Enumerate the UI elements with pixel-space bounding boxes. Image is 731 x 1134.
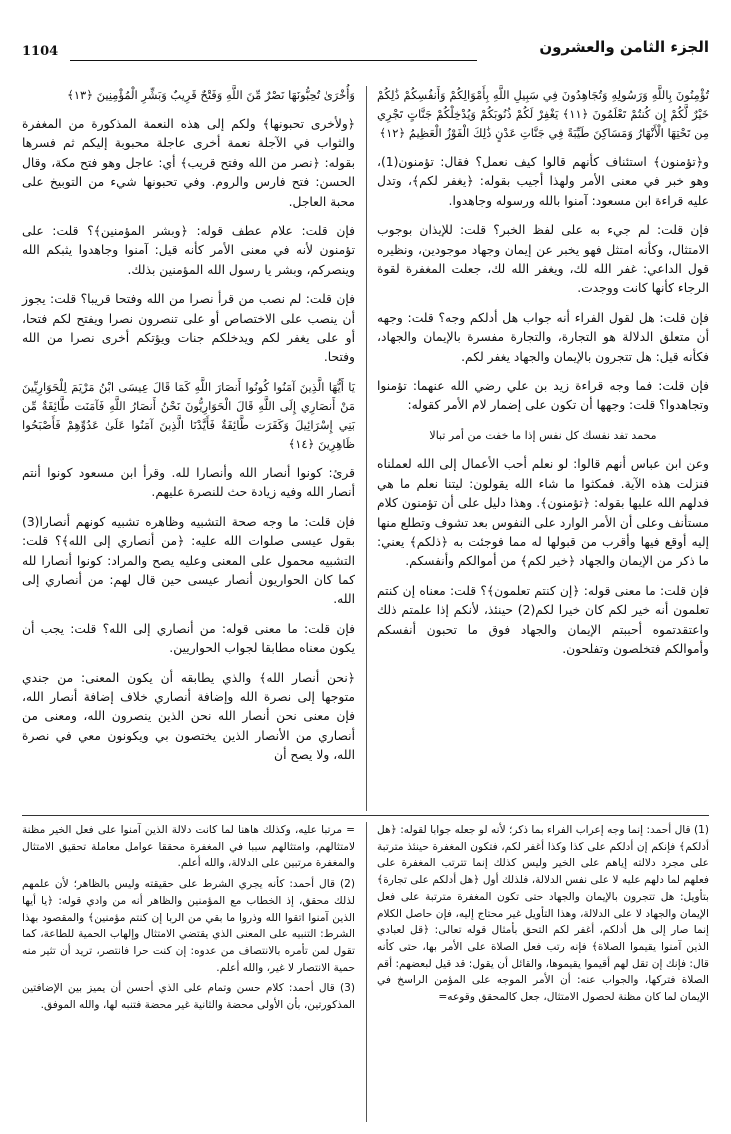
paragraph: فإن قلت: ما معنى قوله: ﴿إن كنتم تعلمون﴾؟ قلت: معناه إن كنتم تعلمون أنه خير لكم كان خيرا لكم(2) حينئذ، لأنكم إذا علمتم ذلك واعتقدتموه أحببتم الإيمان والجهاد فوق ما تحبون أنفسكم وأموالكم فتخلصون وتفلحون.: [377, 583, 709, 656]
footnote: (3) قال أحمد: كلام حسن وتمام على الذي أحسن أن يميز بين الإضافتين المذكورتين، بأن الأولى محضة والثانية غير محضة فتنبه لها، والله الموفق.: [22, 982, 355, 1012]
paragraph: فإن قلت: فما وجه قراءة زيد بن علي رضي الله عنهما: تؤمنوا وتجاهدوا؟ قلت: وجهها أن تكون على إضمار لام الأمر كقوله:: [377, 379, 709, 413]
footnote: (2) قال أحمد: كأنه يجري الشرط على حقيقته وليس بالظاهر؛ لأن علمهم لذلك محقق، إذ الخطاب مع المؤمنين والظاهر أنه من وادي قوله: ﴿يا أيها الذين آمنوا اتقوا الله وذروا ما بقي من الربا إن كنتم مؤمنين﴾ والمقصود بهذا الشرط: التنبيه على المعنى الذي يقتضي الامتثال وإلهاب الحمية للطاعة، كما تقول لمن تأمره بالانتصاف من عدوه: إن كنت حرا فانتصر، تريد أن تثير منه حمية الانتصار لا غير، والله أعلم.: [22, 878, 355, 974]
footnote-column-divider: [366, 822, 367, 1122]
footnotes-left: [22, 822, 355, 1122]
paragraph: قرئ: كونوا أنصار الله وأنصارا لله. وقرأ ابن مسعود كونوا أنتم أنصار الله وفيه زيادة حث للنصرة عليهم.: [22, 465, 355, 500]
poetry-line: محمد تفد نفسك كل نفس إذا ما خفت من أمر تبالا: [429, 428, 657, 442]
footnote-rule: [22, 815, 709, 816]
quran-verse: يَا أَيُّهَا الَّذِينَ آمَنُوا كُونُوا أَنصَارَ اللَّهِ كَمَا قَالَ عِيسَى ابْنُ مَرْيَمَ لِلْحَوَارِيِّينَ مَنْ أَنصَارِي إِلَى اللَّهِ قَالَ الْحَوَارِيُّونَ نَحْنُ أَنصَارُ اللَّهِ فَآمَنَت طَّائِفَةٌ مِّن بَنِي إِسْرَائِيلَ وَكَفَرَت طَّائِفَةٌ فَأَيَّدْنَا الَّذِينَ آمَنُوا عَلَىٰ عَدُوِّهِمْ فَأَصْبَحُوا ظَاهِرِينَ ﴿١٤﴾: [22, 379, 355, 451]
paragraph: ﴿نحن أنصار الله﴾ والذي يطابقه أن يكون المعنى: من جندي متوجها إلى نصرة الله وإضافة أنصاري خلاف إضافة أنصار الله، فإن معنى نحن أنصار الله نحن الذين ينصرون الله، ومعنى من أنصاري من الأنصار الذين يختصون بي ويكونون معي في نصرة الله، ولا يصح أن: [22, 670, 355, 763]
quran-verse: وَأُخْرَىٰ تُحِبُّونَهَا نَصْرٌ مِّنَ اللَّهِ وَفَتْحٌ قَرِيبٌ وَبَشِّرِ الْمُؤْمِنِينَ ﴿١٣﴾: [67, 88, 355, 102]
column-divider: [366, 86, 367, 811]
paragraph: فإن قلت: لم نصب من قرأ نصرا من الله وفتحا قريبا؟ قلت: يجوز أن ينصب على الاختصاص أو على تنصرون نصرا ويفتح لكم فتحا، أو على يغفر لكم ويدخلكم جنات ويؤتكم أخرى نصرا من الله وفتحا.: [22, 292, 355, 365]
paragraph: فإن قلت: ما وجه صحة التشبيه وظاهره تشبيه كونهم أنصارا(3) بقول عيسى صلوات الله عليه: ﴿من أنصاري إلى الله﴾؟ قلت: التشبيه محمول على المعنى وعليه يصح والمراد: كونوا أنصارا لله كما كان الحواريون أنصار عيسى حين قال لهم: من أنصاري إلى الله.: [22, 514, 355, 607]
page-header: [22, 30, 709, 70]
quran-verse: تُؤْمِنُونَ بِاللَّهِ وَرَسُولِهِ وَتُجَاهِدُونَ فِي سَبِيلِ اللَّهِ بِأَمْوَالِكُمْ وَأَنفُسِكُمْ ذَٰلِكُمْ خَيْرٌ لَّكُمْ إِن كُنتُمْ تَعْلَمُونَ ﴿١١﴾ يَغْفِرْ لَكُمْ ذُنُوبَكُمْ وَيُدْخِلْكُمْ جَنَّاتٍ تَجْرِي مِن تَحْتِهَا الْأَنْهَارُ وَمَسَاكِنَ طَيِّبَةً فِي جَنَّاتِ عَدْنٍ ذَٰلِكَ الْفَوْزُ الْعَظِيمُ ﴿١٢﴾: [377, 88, 709, 140]
left-column: [22, 86, 355, 811]
right-column: [377, 86, 709, 811]
footnotes-right: [377, 822, 709, 1122]
paragraph: فإن قلت: هل لقول الفراء أنه جواب هل أدلكم وجه؟ قلت: وجهه أن متعلق الدلالة هو التجارة، والتجارة مفسرة بالإيمان والجهاد، فكأنه قيل: هل تتجرون بالإيمان والجهاد يغفر لكم.: [377, 310, 709, 364]
footnote: = مرتبا عليه، وكذلك هاهنا لما كانت دلالة الذين آمنوا على فعل الخير مظنة لامتثالهم، وامتثالهم سببا في المغفرة محققا عوامل معاملة تحقيق الامتثال والمغفرة مرتبين على الدلالة، والله أعلم.: [22, 824, 355, 870]
paragraph: فإن قلت: علام عطف قوله: ﴿وبشر المؤمنين﴾؟ قلت: على تؤمنون لأنه في معنى الأمر كأنه قيل: آمنوا وجاهدوا يثبكم الله وينصركم، وبشر يا رسول الله المؤمنين بذلك.: [22, 224, 355, 277]
paragraph: و﴿تؤمنون﴾ استئناف كأنهم قالوا كيف نعمل؟ فقال: تؤمنون(1)، وهو خبر في معنى الأمر ولهذا أجيب بقوله: ﴿يغفر لكم﴾، وتدل عليه قراءة ابن مسعود: آمنوا بالله ورسوله وجاهدوا.: [377, 155, 709, 208]
running-title: الجزء الثامن والعشرون: [539, 38, 709, 56]
footnote: (1) قال أحمد: إنما وجه إعراب الفراء بما ذكر؛ لأنه لو جعله جوابا لقوله: ﴿هل أدلكم﴾ فإنكم إن أدلكم على كذا وكذا أغفر لكم، فتكون المغفرة حينئذ مترتبة على مجرد دلالته إياهم على الخير وليس كذلك إنما تترتب المغفرة على فعلهم لما دلهم عليه لا على نفس الدلالة، فلذلك أول ﴿هل أدلكم على تجارة﴾ بتأويل: هل تتجرون بالإيمان والجهاد حتى تكون المغفرة مترتبة على فعل الإيمان والجهاد لا على الدلالة، وهذا التأويل غير محتاج إليه، فإن حاصل الكلام إنما صار إلى هل أدلكم، أغفر لكم التحق بأمثال قوله تعالى: ﴿قل لعبادي الذين آمنوا يقيموا الصلاة﴾ فإنه رتب فعل الصلاة على الأمر بها، حتى كأنه قال: فإنك إن تقل لهم أقيموا يقيموها، والقائل أن يقول: قد قيل لبعضهم: أقم الصلاة فتركها، والجواب عنه: أن الأمر الموجه على المؤمن الراسخ في الإيمان لما كان مظنة لحصول الامتثال، جعل كالمحقق وقوعه=: [377, 824, 709, 1004]
header-rule: [70, 60, 477, 61]
paragraph: فإن قلت: ما معنى قوله: من أنصاري إلى الله؟ قلت: يجب أن يكون معناه مطابقا لجواب الحواريين.: [22, 621, 355, 656]
paragraph: وعن ابن عباس أنهم قالوا: لو نعلم أحب الأعمال إلى الله لعملناه فنزلت هذه الآية. فمكثوا ما شاء الله يقولون: ليتنا نعلم ما هي فدلهم الله عليها بقوله: ﴿تؤمنون﴾. وهذا دليل على أن تؤمنون كلام مستأنف وعلى أن الأمر الوارد على النفوس بعد تشوف وتطلع منها إليه أوقع فيها وأقرب من قبولها له مما فوجئت به ﴿ذلكم﴾ يعني: ما ذكر من الإيمان والجهاد ﴿خير لكم﴾ من أموالكم وأنفسكم.: [377, 457, 709, 569]
paragraph: ﴿ولأخرى تحبونها﴾ ولكم إلى هذه النعمة المذكورة من المغفرة والثواب في الآجلة نعمة أخرى عاجلة محبوبة إليكم ثم فسرها بقوله: ﴿نصر من الله وفتح قريب﴾ أي: عاجل وهو فتح مكة، وقال الحسن: فتح فارس والروم. وفي تحبونها شيء من التوبيخ على محبة العاجل.: [22, 117, 355, 209]
page-number: 1104: [22, 44, 59, 59]
paragraph: فإن قلت: لم جيء به على لفظ الخبر؟ قلت: للإيذان بوجوب الامتثال، وكأنه امتثل فهو يخبر عن إيمان وجهاد موجودين، ونظيره قول الداعي: غفر الله لك، ويغفر الله لك، جعلت المغفرة لقوة الرجاء كأنها كانت ووجدت.: [377, 223, 709, 296]
